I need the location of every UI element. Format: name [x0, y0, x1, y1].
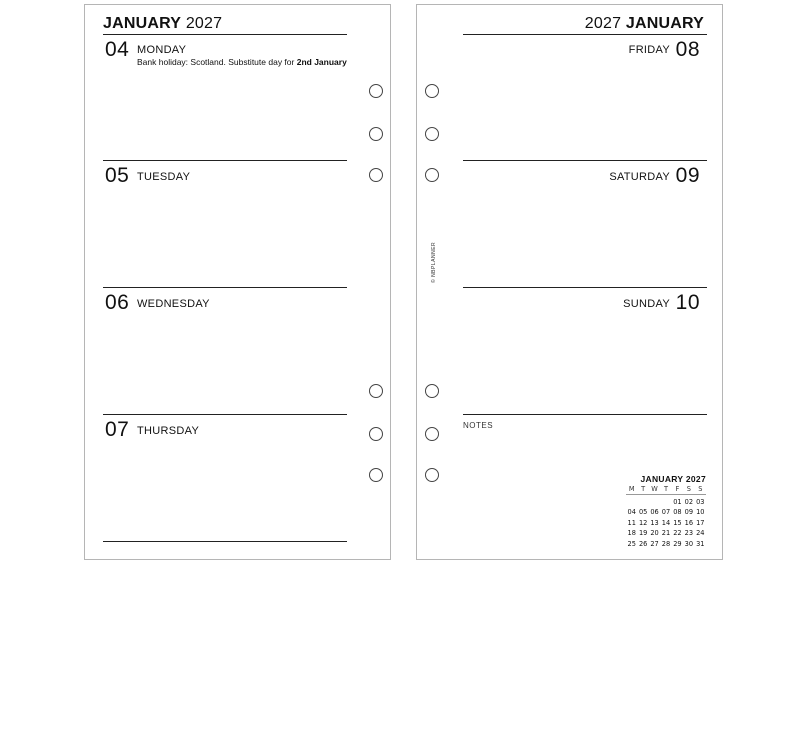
mini-calendar-day: 24 [696, 529, 705, 538]
mini-calendar-day: 25 [627, 539, 636, 548]
mini-calendar-day: 06 [650, 508, 659, 517]
mini-calendar-weekday: T [660, 485, 671, 495]
holiday-note-bold: 2nd January [296, 57, 347, 67]
day-number-wednesday: 06 [105, 291, 130, 314]
day-divider [463, 34, 707, 35]
punch-hole-icon [425, 168, 439, 182]
notes-label: NOTES [463, 421, 494, 430]
day-name-thursday: THURSDAY [137, 425, 200, 437]
mini-calendar-day: 07 [661, 508, 671, 517]
day-divider [103, 160, 347, 161]
mini-calendar-day [649, 498, 660, 506]
mini-calendar-day: 19 [638, 529, 648, 538]
punch-hole-icon [425, 427, 439, 441]
day-divider [463, 160, 707, 161]
mini-calendar-day: 15 [673, 518, 682, 527]
mini-calendar-day: 14 [661, 518, 671, 527]
day-name-tuesday: TUESDAY [137, 171, 191, 183]
day-divider [103, 414, 347, 415]
punch-hole-icon [369, 384, 383, 398]
mini-calendar-day: 20 [650, 529, 659, 538]
punch-hole-icon [369, 168, 383, 182]
header-year: 2027 [584, 15, 622, 32]
day-number-tuesday: 05 [105, 164, 130, 187]
mini-calendar-day: 28 [661, 539, 671, 548]
mini-calendar-day [660, 498, 671, 506]
notes-divider [463, 414, 707, 415]
mini-calendar-title: JANUARY 2027 [640, 474, 706, 484]
mini-calendar-day: 26 [638, 539, 648, 548]
day-name-sunday: SUNDAY [623, 298, 670, 310]
mini-calendar-weekday: M [626, 485, 637, 495]
mini-calendar-day: 03 [696, 497, 705, 506]
mini-calendar-weekday: W [649, 485, 660, 495]
holiday-note-text: Bank holiday: Scotland. Substitute day for [137, 57, 297, 67]
holiday-note [137, 57, 347, 67]
day-number-monday: 04 [105, 38, 130, 61]
mini-calendar-day: 12 [638, 518, 648, 527]
mini-calendar-day: 27 [650, 539, 659, 548]
left-page-header [103, 15, 222, 33]
mini-calendar-day: 21 [661, 529, 671, 538]
mini-calendar-day: 23 [684, 529, 694, 538]
day-name-monday: MONDAY [137, 44, 187, 56]
right-page-header [585, 15, 704, 33]
punch-hole-icon [425, 127, 439, 141]
punch-hole-icon [425, 384, 439, 398]
punch-hole-icon [369, 84, 383, 98]
day-name-wednesday: WEDNESDAY [137, 298, 210, 310]
day-number-thursday: 07 [105, 418, 130, 441]
day-number-sunday: 10 [675, 291, 700, 314]
mini-calendar-day: 10 [696, 508, 705, 517]
mini-calendar-grid [626, 485, 706, 548]
punch-hole-icon [425, 468, 439, 482]
right-page [416, 4, 723, 560]
day-name-friday: FRIDAY [628, 44, 670, 56]
left-page [84, 4, 391, 560]
day-number-friday: 08 [675, 38, 700, 61]
mini-calendar-day: 11 [627, 518, 636, 527]
day-number-saturday: 09 [675, 164, 700, 187]
day-divider [463, 287, 707, 288]
mini-calendar-weekday: F [672, 485, 683, 495]
punch-hole-icon [369, 127, 383, 141]
brand-mark: © NBPLANNER [431, 241, 437, 283]
punch-hole-icon [425, 84, 439, 98]
punch-hole-icon [369, 468, 383, 482]
day-divider [103, 34, 347, 35]
mini-calendar-day: 05 [638, 508, 648, 517]
mini-calendar-weekday: S [683, 485, 694, 495]
mini-calendar-day: 29 [673, 539, 682, 548]
header-month: JANUARY [103, 15, 182, 32]
header-year: 2027 [185, 15, 223, 32]
punch-hole-icon [369, 427, 383, 441]
mini-calendar-day: 30 [684, 539, 694, 548]
mini-calendar-day [637, 498, 648, 506]
day-name-saturday: SATURDAY [609, 171, 670, 183]
mini-calendar-day: 08 [673, 508, 682, 517]
day-divider [103, 287, 347, 288]
mini-calendar-weekday: S [695, 485, 706, 495]
header-month: JANUARY [625, 15, 704, 32]
mini-calendar-day: 18 [627, 529, 636, 538]
mini-calendar-day [626, 498, 637, 506]
mini-calendar-day: 01 [673, 497, 682, 506]
mini-calendar-day: 17 [696, 518, 705, 527]
mini-calendar-weekday: T [637, 485, 648, 495]
mini-calendar-day: 04 [627, 508, 636, 517]
mini-calendar-day: 09 [684, 508, 694, 517]
mini-calendar-day: 31 [696, 539, 705, 548]
mini-calendar-day: 22 [673, 529, 682, 538]
mini-calendar-day: 13 [650, 518, 659, 527]
mini-calendar-day: 16 [684, 518, 694, 527]
bottom-rule [103, 541, 347, 542]
mini-calendar-day: 02 [684, 497, 694, 506]
mini-calendar [626, 474, 706, 548]
